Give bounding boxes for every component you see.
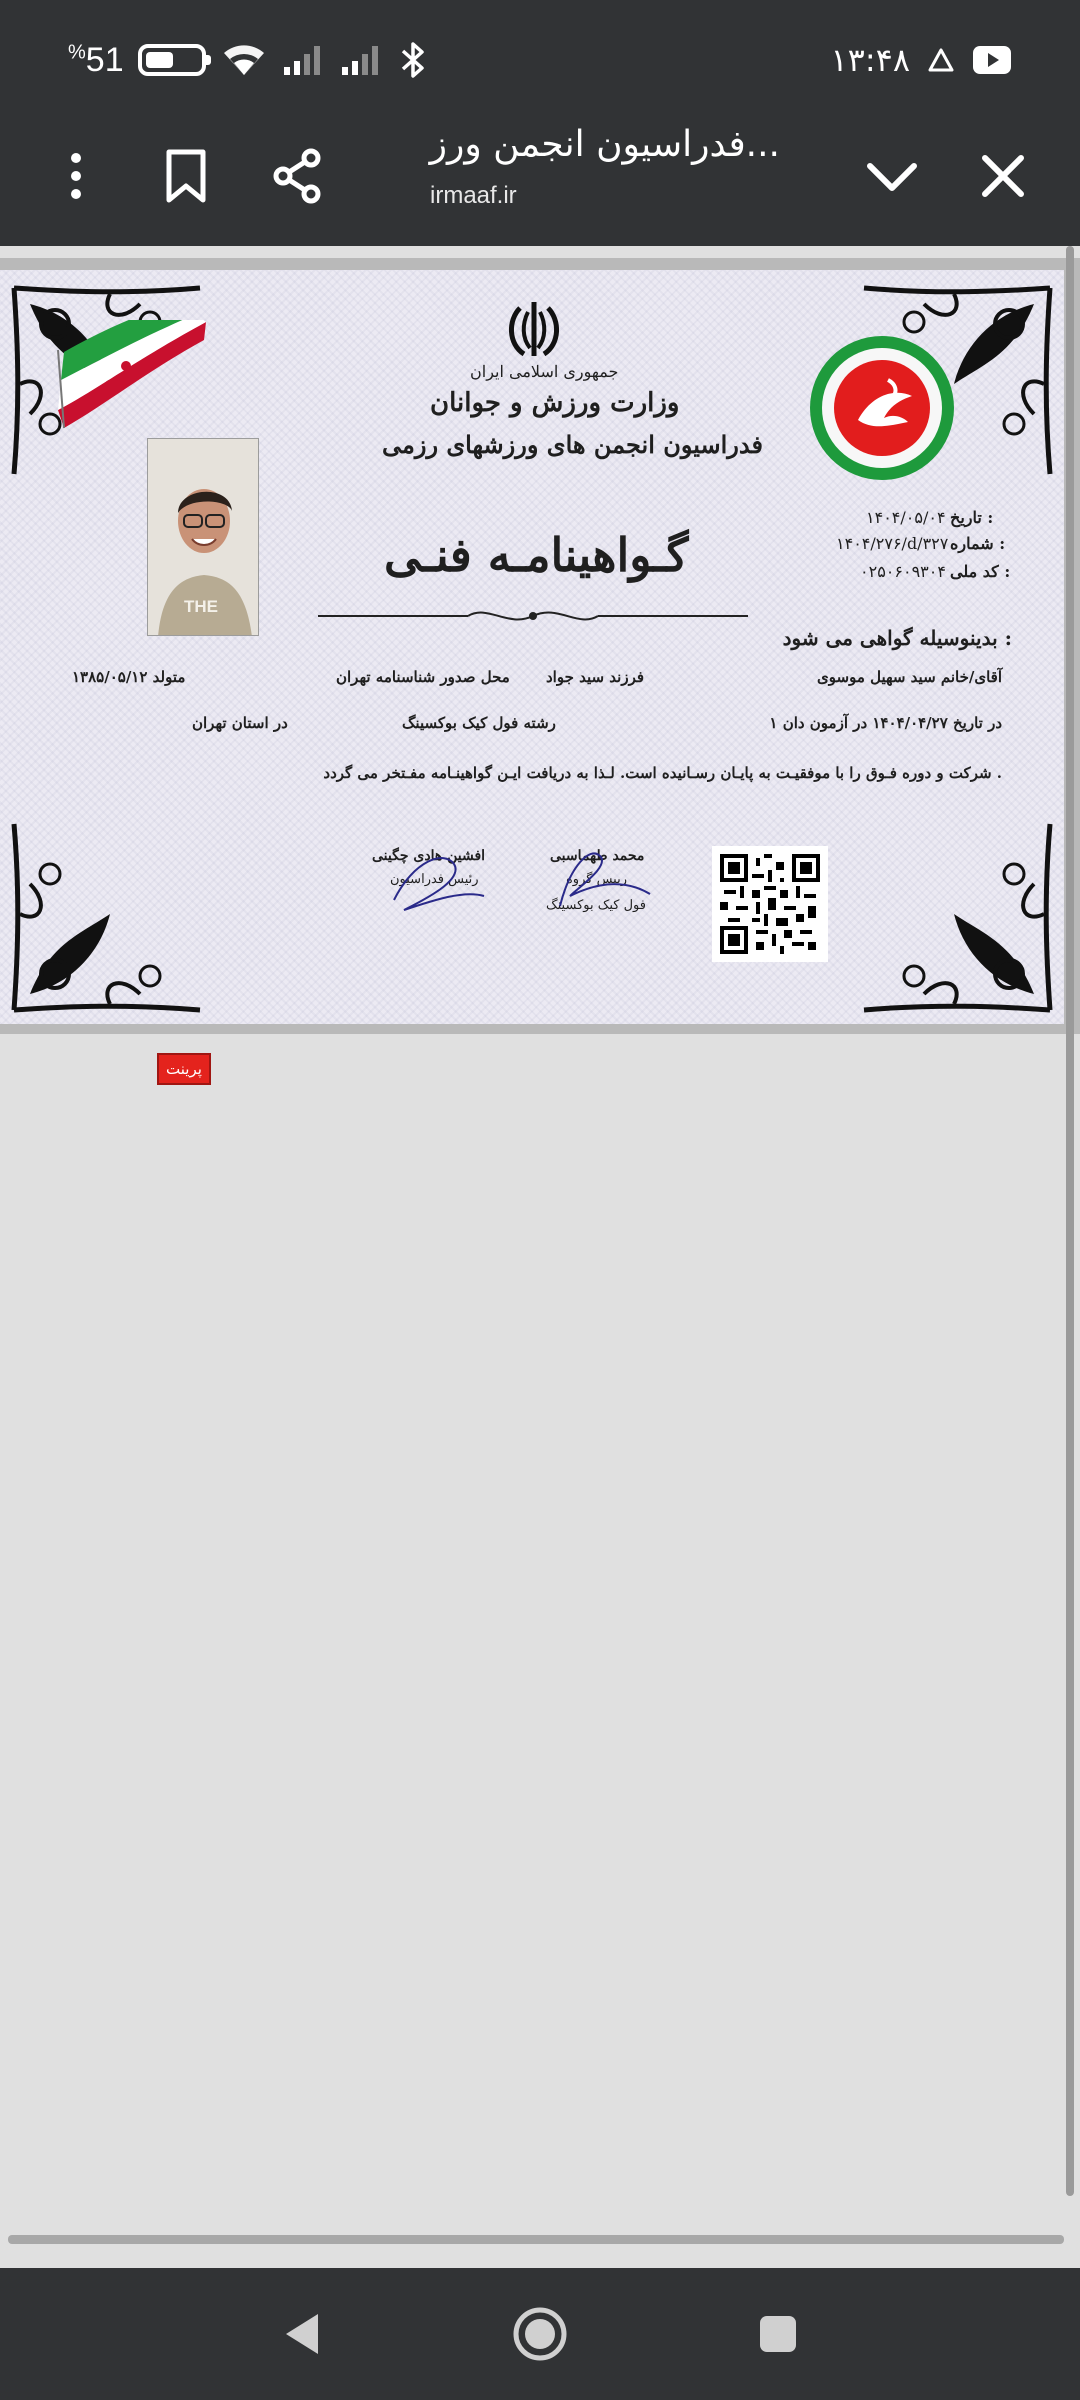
logo-ring-text [808,334,956,335]
profile-photo [147,438,259,636]
qr-code [712,846,828,962]
home-icon[interactable] [500,2294,580,2374]
close-icon[interactable] [963,136,1043,216]
photo-shirt-text: THE [184,597,218,616]
province: در استان تهران [192,714,288,732]
recents-icon[interactable] [738,2294,818,2374]
vertical-scrollbar[interactable] [1066,246,1074,2196]
signer1-role: رییس گروه [566,872,627,887]
title-divider [318,604,748,628]
print-button[interactable]: پرینت [157,1053,211,1085]
signature-mark [384,840,494,920]
date-value: ۱۴۰۴/۰۵/۰۴ [866,508,946,527]
alert-icon [928,47,954,73]
battery-icon [138,44,206,76]
signal-icon [282,43,326,77]
corner-ornament [10,814,210,1014]
signature-mark [540,836,660,916]
signer1-field: فول کیک بوکسینگ [546,898,646,913]
share-icon[interactable] [257,136,337,216]
issue-place: محل صدور شناسنامه تهران [336,668,510,686]
corner-ornament [854,814,1054,1014]
status-left-group [68,38,428,82]
certificate-document [0,258,1080,1034]
bluetooth-icon [398,41,428,79]
federation-logo-icon [808,334,956,482]
signer1-name: محمد طهماسبی [550,848,645,864]
iran-emblem-icon [500,298,568,360]
exam-date: در تاریخ ۱۴۰۴/۰۴/۲۷ در آزمون دان ۱ [769,714,1002,732]
status-bar [0,0,1080,120]
completion-statement: شرکت و دوره فـوق را با موفقیـت به پایـان رسـانیده است. لـذا به دریافت ایـن گواهینـامه مفـتخر می گردد . [323,764,1002,782]
certificate-paper [0,270,1064,1024]
signer2-name: افشین هادی چگینی [372,848,486,864]
wifi-icon [220,41,268,79]
number-label: شماره : [950,534,1006,553]
date-label: تاریخ : [950,508,994,527]
iran-flag-icon [56,320,206,430]
national-code-value: ۰۲۵۰۶۰۹۳۰۴ [860,562,946,581]
chevron-down-icon[interactable] [852,136,932,216]
birth-date: متولد ۱۳۸۵/۰۵/۱۲ [72,668,186,686]
intro-text: بدینوسیله گواهی می شود : [782,626,1012,650]
status-right-group [830,38,1012,82]
emblem-caption: جمهوری اسلامی ایران [470,362,619,381]
ministry-name: وزارت ورزش و جوانان [430,388,680,418]
clock: ۱۳:۴۸ [830,41,910,79]
number-value: ۱۴۰۴/۲۷۶/d/۳۲۷ [836,534,949,553]
back-icon[interactable] [262,2294,342,2374]
battery-percent: %51 [68,40,124,79]
browser-toolbar [0,120,1080,246]
certificate-title: گـواهینامـه فنـی [384,528,689,582]
page-url: irmaaf.ir [430,182,517,209]
page-content[interactable] [0,246,1080,2268]
youtube-icon [972,45,1012,75]
national-code-label: کد ملی : [950,562,1011,581]
federation-name: فدراسیون انجمن های ورزشهای رزمی [382,430,763,459]
discipline: رشته فول کیک بوکسینگ [402,714,556,732]
navigation-bar [0,2268,1080,2400]
bookmark-icon[interactable] [146,136,226,216]
horizontal-scrollbar[interactable] [8,2235,1064,2244]
page-title: فدراسیون انجمن ورز... [429,124,780,165]
more-vert-icon[interactable] [36,136,116,216]
signer2-role: رئیس فدراسیون [390,872,479,887]
father-name: فرزند سید جواد [546,668,645,686]
recipient-name: آقای/خانم سید سهیل موسوی [817,668,1002,686]
signal-icon [340,43,384,77]
